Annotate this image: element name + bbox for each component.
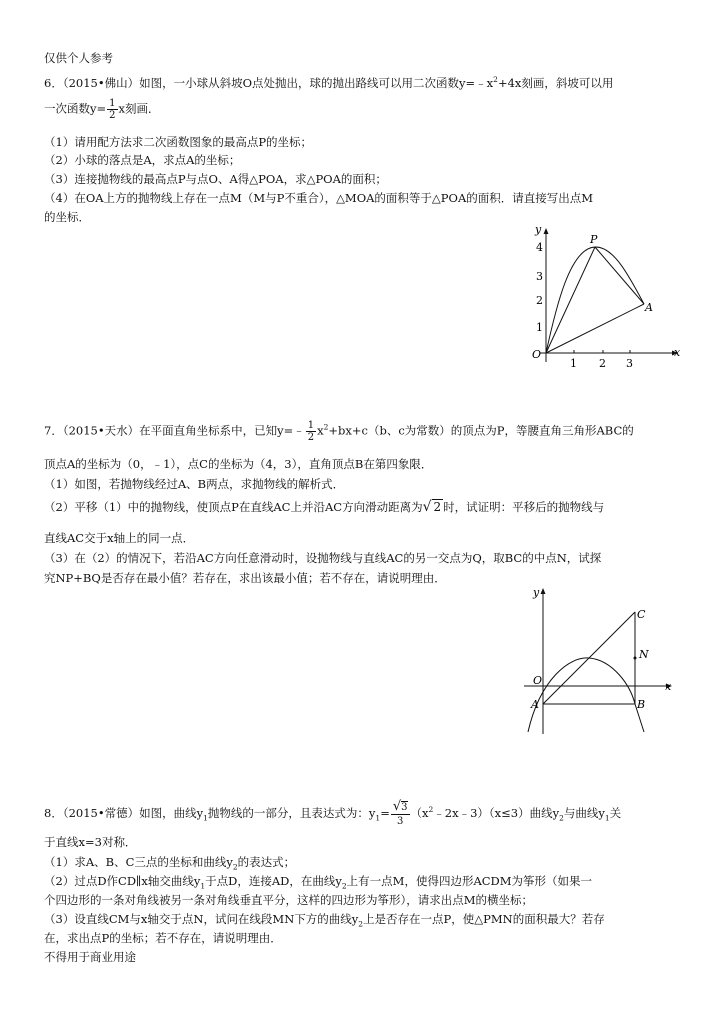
point-A-label: A (645, 301, 653, 314)
y-axis-arrow (544, 228, 549, 234)
x-tick-label: 1 (570, 357, 577, 370)
origin-label: O (532, 348, 542, 361)
problem-6-q2: （2）小球的落点是A，求点A的坐标； (44, 153, 241, 167)
problem-8-q1: （1）求A、B、C三点的坐标和曲线$y_2$的表达式； (44, 855, 296, 872)
problem-7-q3-line-2: 究NP+BQ是否存在最小值？若存在，求出该最小值；若不存在，请说明理由． (44, 571, 446, 585)
x-axis-label: x (665, 680, 672, 693)
problem-6-q3: （3）连接抛物线的最高点P与点O、A得△POA，求△POA的面积； (44, 172, 387, 186)
y-axis-label: y (535, 223, 542, 236)
y-tick-label: 1 (536, 321, 543, 334)
problem-7-q1: （1）如图，若抛物线经过A、B两点，求抛物线的解析式． (44, 477, 345, 491)
page-footer: 不得用于商业用途 (44, 950, 136, 964)
problem-7-q3-line-1: （3）在（2）的情况下，若沿AC方向任意滑动时，设抛物线与直线AC的另一交点为Q，取BC的中点N，试探 (44, 551, 602, 565)
problem-7-figure (520, 584, 680, 740)
problem-7-line-1: 7．（2015•天水）在平面直角坐标系中，已知y=﹣ $\frac{1}{2}$ $x^2+bx+c(b$、c为常数）的顶点为P，等腰直角三角形ABC的 (44, 420, 634, 443)
x-tick-label: 3 (626, 357, 633, 370)
problem-7-q2-line-1: （2）平移（1）中的抛物线，使顶点P在直线AC上并沿AC方向滑动距离为√ 2 时，试证明：平移后的抛物线与 (44, 499, 605, 515)
segment-OA (546, 304, 644, 353)
problem-6-q4-line-2: 的坐标． (44, 210, 90, 224)
problem-6-figure (526, 222, 686, 372)
point-C-label: C (637, 608, 646, 621)
x-axis-label: x (674, 346, 681, 359)
problem-6-q4-line-1: （4）在OA上方的抛物线上存在一点M（M与P不重合），△MOA的面积等于△POA的面积．请直接写出点M (44, 191, 594, 205)
parabola (546, 247, 644, 353)
point-P-label: P (590, 233, 598, 246)
problem-7-line-2: 顶点A的坐标为（0，﹣1），点C的坐标为（4，3），直角顶点B在第四象限． (44, 457, 433, 471)
y-tick-label: 4 (536, 241, 543, 254)
segment-OP (546, 247, 595, 353)
problem-6-q1: （1）请用配方法求二次函数图象的最高点P的坐标； (44, 135, 313, 149)
parabola (528, 658, 644, 732)
problem-8-q2-line-2: 个四边形的一条对角线被另一条对角线垂直平分，这样的四边形为筝形），请求出点M的横坐标； (44, 893, 534, 907)
y-tick-label: 3 (536, 270, 543, 283)
problem-8-line-1: 8．（2015•常德）如图，曲线$y_1$抛物线的一部分，且表达式为：$y_1=$ $\frac{√3}{3}$ $(x^2﹣2x﹣3)(x\le 3)$曲线$y_2$与曲线$y_1$关 (44, 799, 622, 827)
y-tick-label: 2 (536, 294, 543, 307)
point-N (634, 657, 637, 660)
problem-6-line-1: 6．（2015•佛山）如图，一小球从斜坡O点处抛出，球的抛出路线可以用二次函数$y=﹣x^2+4x$刻画，斜坡可以用 (44, 75, 614, 90)
problem-8-q3-line-1: （3）设直线CM与x轴交于点N，试问在线段MN下方的曲线$y_2$上是否存在一点P，使△PMN的面积最大？若存 (44, 912, 605, 929)
x-tick-label: 2 (599, 357, 606, 370)
point-A-label: A (531, 698, 539, 711)
problem-6-line-2: 一次函数y= $\frac{1}{2}$ x刻画． (44, 98, 160, 121)
problem-8-q3-line-2: 在，求出点P的坐标；若不存在，请说明理由． (44, 931, 282, 945)
y-axis-arrow (541, 588, 546, 594)
problem-8-line-2: 于直线x=3对称． (44, 835, 137, 849)
point-N-label: N (639, 648, 649, 661)
origin-label: O (533, 674, 543, 687)
segment-PA (595, 247, 644, 304)
point-B-label: B (637, 698, 646, 711)
y-axis-label: y (533, 586, 540, 599)
problem-8-q2-line-1: （2）过点D作CD∥x轴交曲线$y_1$于点D，连接AD，在曲线$y_2$上有一点M，使得四边形ACDM为筝形（如果一 (44, 874, 593, 891)
page-header: 仅供个人参考 (44, 51, 113, 65)
problem-7-q2-line-2: 直线AC交于x轴上的同一点． (44, 531, 195, 545)
